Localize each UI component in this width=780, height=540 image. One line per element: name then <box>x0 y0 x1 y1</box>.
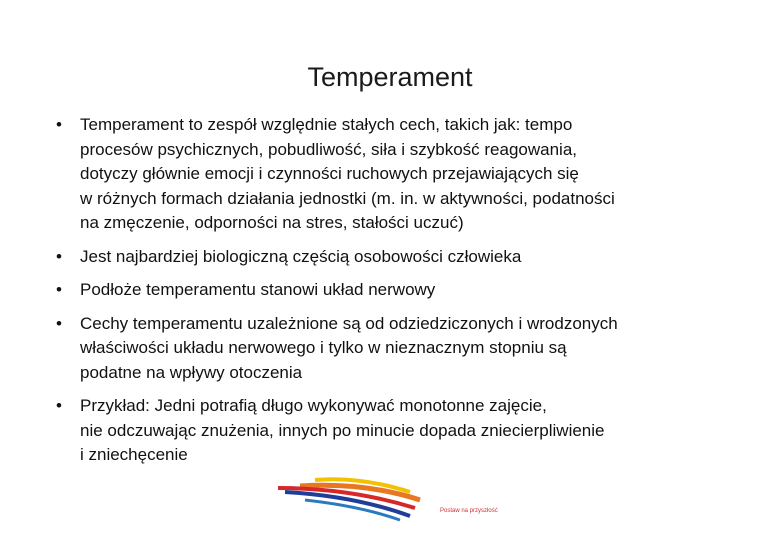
bullet-line: Przykład: Jedni potrafią długo wykonywać monotonne zajęcie, <box>80 396 547 415</box>
bullet-item <box>56 394 732 468</box>
bullet-marker: • <box>56 246 62 266</box>
bullet-marker: • <box>56 396 62 415</box>
colored-swoosh-logo-icon <box>270 470 520 525</box>
bullet-line: i zniechęcenie <box>80 445 188 464</box>
bullet-line: Cechy temperamentu uzależnione są od odziedziczonych i wrodzonych <box>80 313 618 333</box>
bullet-marker: • <box>56 115 62 134</box>
slide-title: Temperament <box>307 62 473 92</box>
bullet-marker: • <box>56 313 62 333</box>
bullet-list <box>56 113 732 477</box>
bullet-line: w różnych formach działania jednostki (m. in. w aktywności, podatności <box>80 188 615 208</box>
swoosh-navy <box>285 492 410 516</box>
bullet-line: Podłoże temperamentu stanowi układ nerwowy <box>80 280 436 299</box>
bullet-line: nie odczuwając znużenia, innych po minucie dopada zniecierpliwienie <box>80 420 605 440</box>
bullet-marker: • <box>56 280 62 299</box>
bullet-item <box>56 245 732 270</box>
bullet-line: podatne na wpływy otoczenia <box>80 362 303 382</box>
bullet-line: procesów psychicznych, pobudliwość, siła i szybkość reagowania, <box>80 139 578 159</box>
bullet-line: dotyczy głównie emocji i czynności ruchowych przejawiających się <box>80 164 579 183</box>
bullet-item <box>56 278 732 303</box>
bullet-text <box>80 245 732 270</box>
logo-caption: Postaw na przyszłość <box>440 508 498 514</box>
bullet-text <box>80 394 732 468</box>
bullet-line: właściwości układu nerwowego i tylko w nieznacznym stopniu są <box>80 338 567 357</box>
bullet-text <box>80 113 732 236</box>
bullet-line: Jest najbardziej biologiczną częścią osobowości człowieka <box>80 246 522 266</box>
bullet-text <box>80 278 732 303</box>
bullet-item <box>56 312 732 386</box>
bullet-item <box>56 113 732 236</box>
bullet-line: Temperament to zespół względnie stałych cech, takich jak: tempo <box>80 115 573 134</box>
bullet-line: na zmęczenie, odporności na stres, stałości uczuć) <box>80 213 464 232</box>
bullet-text <box>80 312 732 386</box>
